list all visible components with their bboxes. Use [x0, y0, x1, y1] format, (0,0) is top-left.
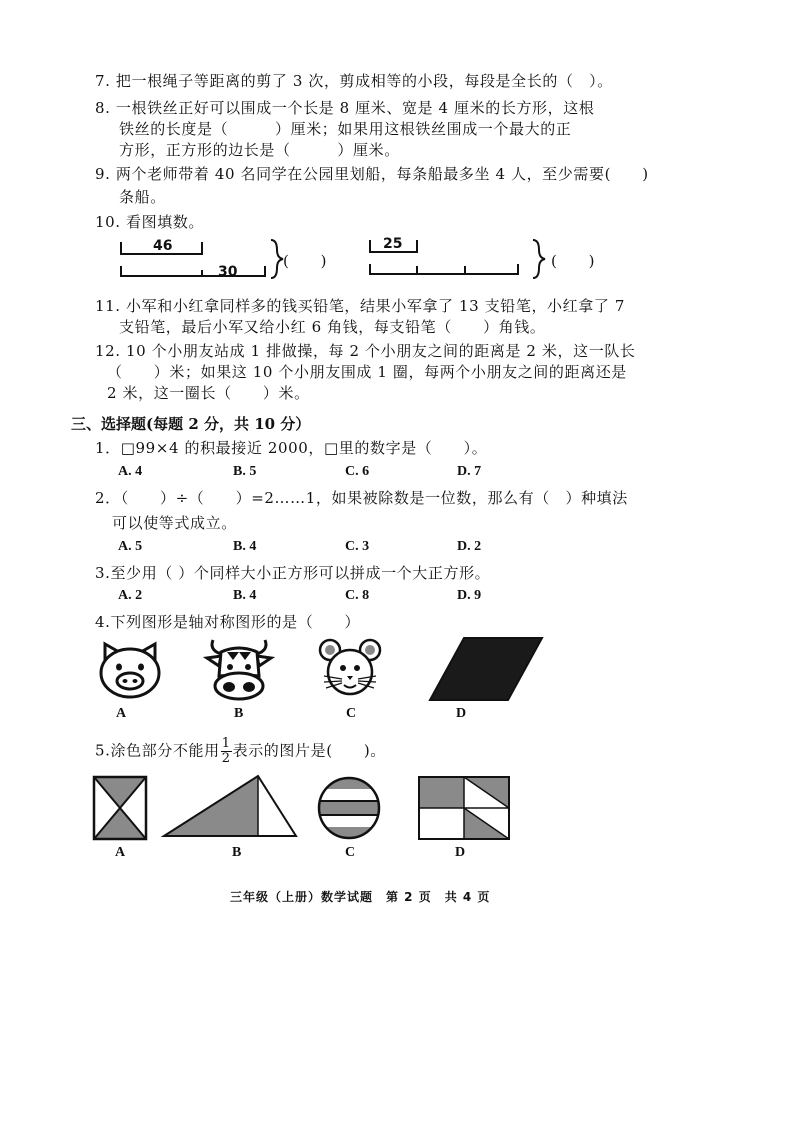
choice-1-option-b[interactable]: B. 5 [233, 464, 257, 479]
segment-diagram-2 [365, 232, 555, 280]
choice-question-5 [95, 737, 386, 766]
question-9-line-1: 9. 两个老师带着 40 名同学在公园里划船，每条船最多坐 4 人，至少需要( ) [95, 165, 649, 183]
question-8-line-3: 方形，正方形的边长是（ ）厘米。 [119, 141, 400, 159]
page-footer: 三年级（上册）数学试题 第 2 页 共 4 页 [230, 890, 491, 904]
choice-1-option-d[interactable]: D. 7 [457, 464, 482, 479]
question-11-line-1: 11. 小军和小红拿同样多的钱买铅笔，结果小军拿了 13 支铅笔，小红拿了 7 [95, 297, 625, 315]
parallelogram-icon[interactable] [428, 636, 546, 702]
choice-2-option-c[interactable]: C. 3 [345, 539, 370, 554]
choice-question-2-line-2: 可以使等式成立。 [112, 514, 237, 532]
q4-label-d: D [456, 706, 467, 721]
question-12-line-2: （ ）米；如果这 10 个小朋友围成 1 圈，每两个小朋友之间的距离还是 [107, 363, 627, 381]
grid-rectangle-icon[interactable] [417, 775, 511, 841]
pig-face-icon[interactable] [95, 638, 165, 700]
choice-3-option-d[interactable]: D. 9 [457, 588, 482, 603]
segment-diagram-1 [115, 232, 285, 280]
fraction-one-half [221, 737, 232, 766]
segment-top-value: 25 [383, 236, 403, 252]
fraction-denominator: 2 [221, 751, 231, 766]
choice-question-2-line-1: 2．（ ）÷（ ）=2……1，如果被除数是一位数，那么有（ ）种填法 [95, 489, 628, 507]
question-11-line-2: 支铅笔，最后小军又给小红 6 角钱，每支铅笔（ ）角钱。 [119, 318, 546, 336]
answer-blank-10-2[interactable]: ( ) [551, 252, 596, 270]
choice-question-1: 1．□99×4 的积最接近 2000，□里的数字是（ ）。 [95, 439, 488, 457]
answer-blank-10-1[interactable]: ( ) [283, 252, 328, 270]
question-8-line-2: 铁丝的长度是（ ）厘米；如果用这根铁丝围成一个最大的正 [119, 120, 572, 138]
square-with-diagonals-icon[interactable] [92, 775, 148, 841]
right-brace [271, 240, 283, 278]
question-12-line-3: 2 米，这一圈长（ ）米。 [107, 384, 310, 402]
choice-3-option-c[interactable]: C. 8 [345, 588, 370, 603]
q5-label-b: B [232, 845, 242, 860]
q5-label-c: C [345, 845, 356, 860]
q4-label-a: A [116, 706, 127, 721]
mouse-face-icon[interactable] [318, 636, 382, 700]
question-8-line-1: 8. 一根铁丝正好可以围成一个长是 8 厘米、宽是 4 厘米的长方形，这根 [95, 99, 595, 117]
segment-top-value: 46 [153, 238, 173, 254]
choice-1-option-c[interactable]: C. 6 [345, 464, 370, 479]
question-9-line-2: 条船。 [119, 188, 166, 206]
q5-label-d: D [455, 845, 466, 860]
cow-face-icon[interactable] [203, 636, 275, 702]
choice-question-4: 4.下列图形是轴对称图形的是（ ） [95, 613, 361, 631]
choice-1-option-a[interactable]: A. 4 [118, 464, 143, 479]
choice-2-option-a[interactable]: A. 5 [118, 539, 143, 554]
striped-circle-icon[interactable] [316, 775, 382, 841]
choice-question-3: 3.至少用（ ）个同样大小正方形可以拼成一个大正方形。 [95, 564, 491, 582]
fraction-numerator: 1 [221, 736, 231, 751]
choice-3-option-b[interactable]: B. 4 [233, 588, 257, 603]
segment-bottom-bar [121, 266, 265, 276]
choice-2-option-d[interactable]: D. 2 [457, 539, 482, 554]
q5-label-a: A [115, 845, 126, 860]
right-brace [533, 240, 545, 278]
question-12-line-1: 12. 10 个小朋友站成 1 排做操，每 2 个小朋友之间的距离是 2 米，这一队长 [95, 342, 636, 360]
q5-suffix: 表示的图片是( )。 [232, 741, 386, 760]
q5-prefix: 5.涂色部分不能用 [95, 741, 220, 760]
choice-3-option-a[interactable]: A. 2 [118, 588, 143, 603]
section-heading-choice: 三、选择题(每题 2 分，共 10 分） [71, 415, 311, 433]
split-triangle-icon[interactable] [160, 772, 300, 840]
q4-label-c: C [346, 706, 357, 721]
choice-2-option-b[interactable]: B. 4 [233, 539, 257, 554]
q4-label-b: B [234, 706, 244, 721]
question-7: 7. 把一根绳子等距离的剪了 3 次，剪成相等的小段，每段是全长的（ ）。 [95, 72, 613, 90]
segment-bottom-value: 30 [218, 264, 238, 280]
question-10: 10. 看图填数。 [95, 213, 205, 231]
segment-bottom-bar [370, 264, 518, 274]
